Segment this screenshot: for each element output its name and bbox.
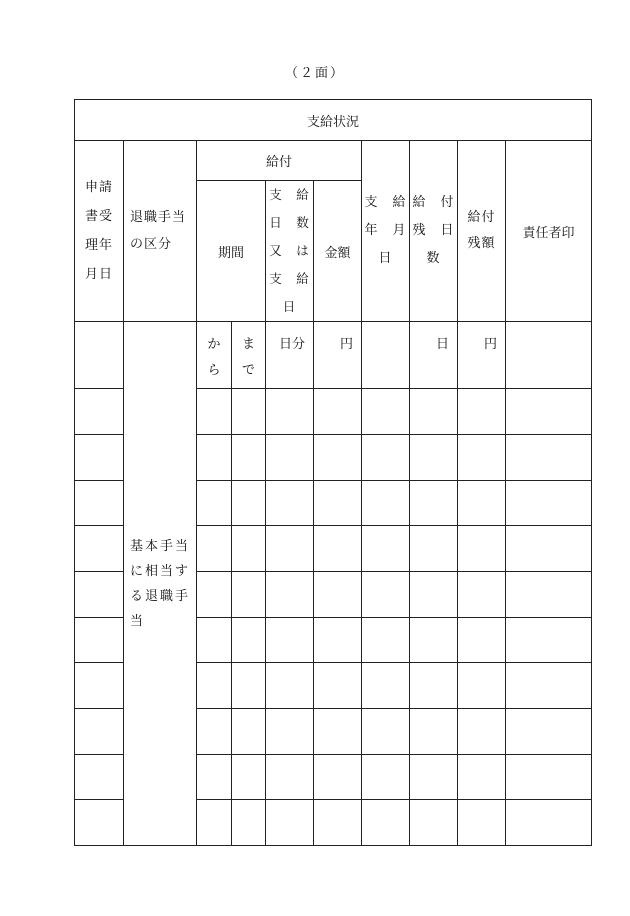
page-label: （２面） [284,66,345,81]
header-remaining-amount: 給付 残額 [458,141,506,322]
header-days: 支 給 日 数 又 は 支 給 日 [266,181,314,322]
header-responsible-seal: 責任者印 [506,141,592,322]
table-title: 支給状況 [75,100,592,141]
cell-application-date [75,322,124,389]
header-period: 期間 [197,181,266,322]
cell-payment-date [362,322,410,389]
benefit-type-cell: 基本手当 に相当す る退職手 当 [124,322,197,846]
header-application-date: 申請 書受 理年 月日 [75,141,124,322]
unit-days: 日分 [266,322,314,389]
unit-remaining-yen: 円 [458,322,506,389]
unit-amount-yen: 円 [314,322,362,389]
cell-seal [506,322,592,389]
payment-status-table [74,99,592,846]
unit-from: か ら [197,322,232,389]
header-retirement-type: 退職手当 の区分 [124,141,197,322]
header-remaining-days: 給 付 残 日 数 [410,141,458,322]
header-benefit-group: 給付 [197,141,362,181]
unit-to: ま で [232,322,266,389]
header-amount: 金額 [314,181,362,322]
unit-remaining-days: 日 [410,322,458,389]
header-payment-date: 支 給 年 月 日 [362,141,410,322]
